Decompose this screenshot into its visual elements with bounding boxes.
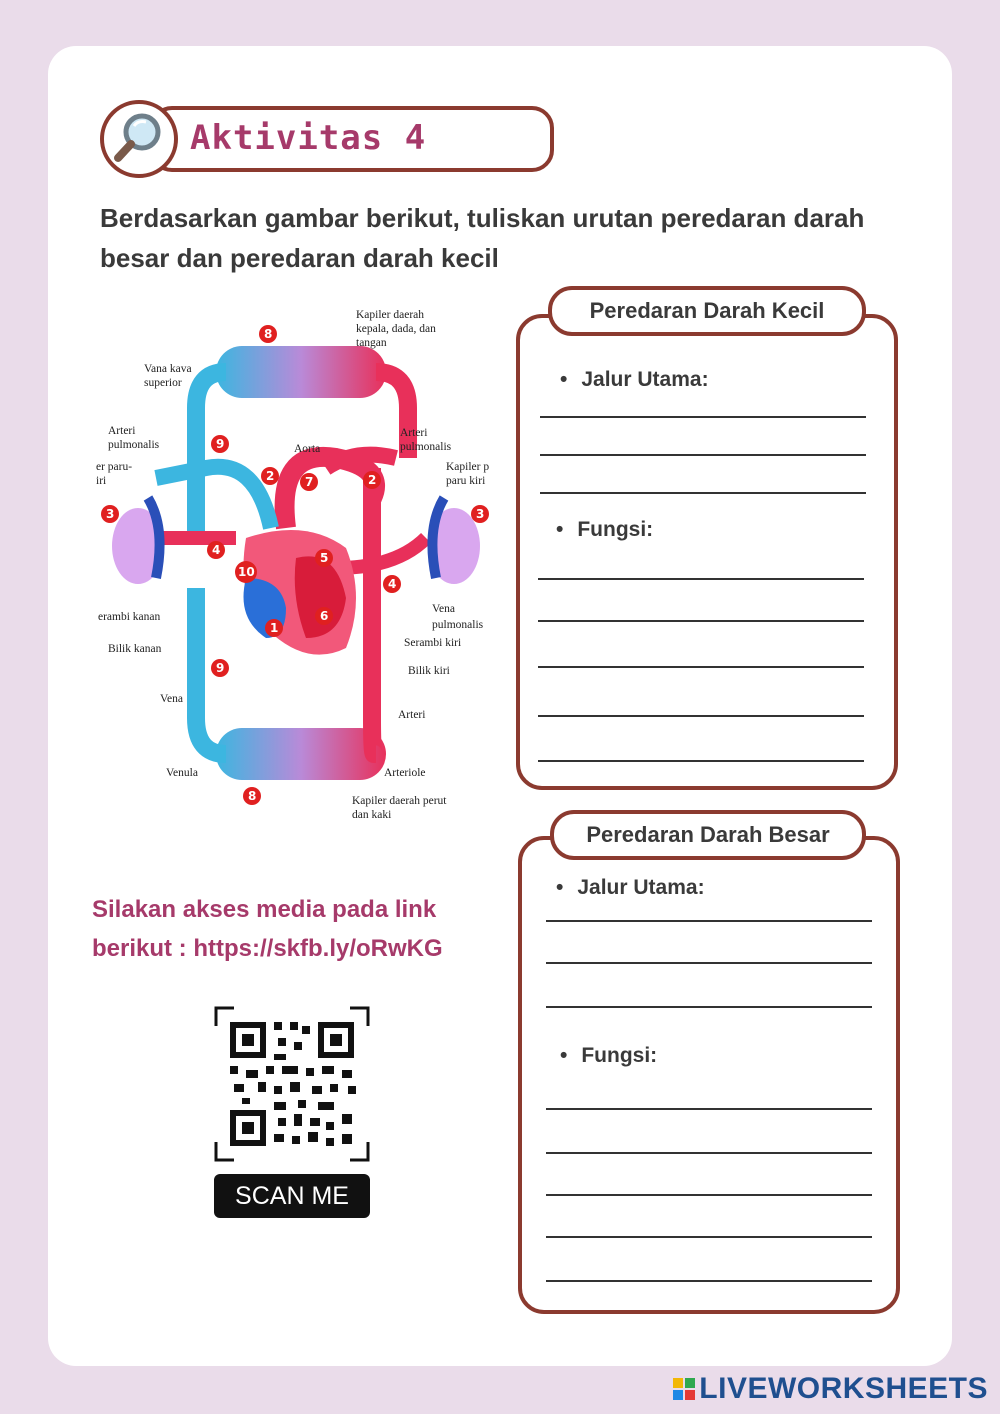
- label-kapiler-atas-3: tangan: [356, 337, 387, 349]
- instruction-text: Berdasarkan gambar berikut, tuliskan urutan peredaran darah besar dan peredaran darah kecil: [100, 203, 865, 273]
- answer-line[interactable]: [546, 1006, 872, 1008]
- answer-line[interactable]: [538, 666, 864, 668]
- circulation-diagram: [96, 298, 496, 828]
- scan-me-button[interactable]: SCAN ME: [214, 1174, 370, 1218]
- label-kapiler-paru-r-1: Kapiler p: [446, 461, 490, 473]
- label-kapiler-bawah-2: dan kaki: [352, 809, 392, 821]
- num-badge: 2: [368, 473, 377, 487]
- label-venula: Venula: [166, 767, 198, 779]
- big-circulation-box: [518, 836, 900, 1314]
- label-vana-kava-1: Vana kava: [144, 363, 192, 375]
- label-vana-kava-2: superior: [144, 377, 182, 389]
- answer-line[interactable]: [538, 620, 864, 622]
- small-fungsi-label: • Fungsi:: [556, 518, 653, 542]
- num-badge: 4: [212, 543, 221, 557]
- capillary-top: [216, 346, 386, 398]
- label-vena-pulm-1: Vena: [432, 603, 455, 615]
- answer-line[interactable]: [540, 416, 866, 418]
- label-kapiler-paru-r-2: paru kiri: [446, 475, 486, 487]
- brand-footer[interactable]: [673, 1372, 988, 1406]
- answer-line[interactable]: [540, 492, 866, 494]
- label-serambi-kanan: erambi kanan: [98, 611, 161, 623]
- answer-line[interactable]: [546, 1194, 872, 1196]
- num-badge: 9: [216, 437, 225, 451]
- activity-title: Aktivitas 4: [190, 118, 427, 158]
- label-bilik-kanan: Bilik kanan: [108, 643, 162, 655]
- label-arteri-pulm-r-1: Arteri: [400, 427, 428, 439]
- label-arteri-pulm-r-2: pulmonalis: [400, 441, 452, 453]
- label-serambi-kiri: Serambi kiri: [404, 637, 462, 649]
- num-badge: 8: [248, 789, 257, 803]
- label-vena-pulm-2: pulmonalis: [432, 619, 484, 631]
- num-badge: 9: [216, 661, 225, 675]
- num-badge: 2: [266, 469, 275, 483]
- answer-line[interactable]: [546, 920, 872, 922]
- answer-line[interactable]: [546, 1236, 872, 1238]
- answer-line[interactable]: [546, 1108, 872, 1110]
- label-bilik-kiri: Bilik kiri: [408, 665, 450, 677]
- num-badge: 4: [388, 577, 397, 591]
- answer-line[interactable]: [538, 760, 864, 762]
- num-badge: 8: [264, 327, 273, 341]
- label-arteriole: Arteriole: [384, 767, 426, 779]
- num-badge: 3: [106, 507, 115, 521]
- small-jalur-label: • Jalur Utama:: [560, 368, 709, 392]
- answer-line[interactable]: [546, 1280, 872, 1282]
- num-badge: 6: [320, 609, 329, 623]
- label-vena: Vena: [160, 693, 183, 705]
- label-arteri-pulm-l-1: Arteri: [108, 425, 136, 437]
- num-badge: 10: [238, 565, 255, 579]
- label-aorta: Aorta: [294, 443, 321, 455]
- media-link-text[interactable]: Silakan akses media pada link berikut : https://skfb.ly/oRwKG: [92, 896, 443, 962]
- label-kapiler-paru-l-1: er paru-: [96, 461, 133, 473]
- answer-line[interactable]: [546, 962, 872, 964]
- num-badge: 1: [270, 621, 279, 635]
- answer-line[interactable]: [538, 578, 864, 580]
- answer-line[interactable]: [540, 454, 866, 456]
- num-badge: 5: [320, 551, 329, 565]
- label-kapiler-atas-2: kepala, dada, dan: [356, 323, 436, 335]
- magnifier-icon: [100, 100, 178, 178]
- answer-line[interactable]: [538, 715, 864, 717]
- num-badge: 3: [476, 507, 485, 521]
- brand-name: LIVEWORKSHEETS: [699, 1372, 988, 1405]
- liveworksheets-logo-icon: [673, 1378, 695, 1400]
- answer-line[interactable]: [546, 1152, 872, 1154]
- label-kapiler-atas-1: Kapiler daerah: [356, 309, 425, 321]
- label-kapiler-paru-l-2: iri: [96, 475, 107, 487]
- big-jalur-label: • Jalur Utama:: [556, 876, 705, 900]
- qr-code-icon[interactable]: [214, 1006, 370, 1162]
- label-arteri: Arteri: [398, 709, 426, 721]
- num-badge: 7: [305, 475, 314, 489]
- capillary-bottom: [216, 728, 386, 780]
- label-arteri-pulm-l-2: pulmonalis: [108, 439, 160, 451]
- big-circulation-header: Peredaran Darah Besar: [550, 810, 866, 860]
- small-circulation-header: Peredaran Darah Kecil: [548, 286, 866, 336]
- label-kapiler-bawah-1: Kapiler daerah perut: [352, 795, 447, 807]
- big-fungsi-label: • Fungsi:: [560, 1044, 657, 1068]
